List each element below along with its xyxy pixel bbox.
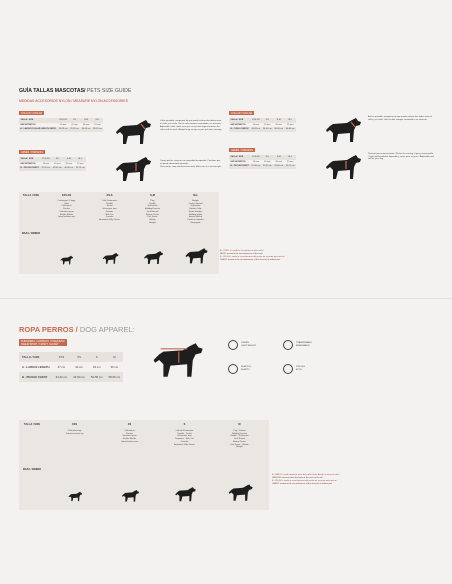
apparel-dog-silhouette-icon [226, 483, 253, 502]
guide-dog-shape [144, 251, 163, 264]
collar-cell: ANCHO/WIDTH [19, 123, 57, 128]
leather-collar-cell: M-L [284, 118, 295, 123]
apparel-tag: SUDADERA, CAMISETA, CHAQUETA/ SWEATSHIRT, T-SHIRT, JACKET [21, 339, 65, 346]
guide-title: GUÍA TALLAS MASCOTAS/ PETS SIZE GUIDE [19, 88, 132, 94]
apparel-size-label: TALLA / SIZE [23, 423, 41, 426]
apparel-breed-table [19, 420, 269, 510]
breed-label: RAZA / BREED [21, 232, 41, 235]
leather-collar-description: Ancho ajustable, asegúrese de que pueda colocar dos dedos entre el collar y el cuello. Use el collar siempre controlado a su mascota. [368, 116, 432, 121]
collar-description: Collar ajustable, asegúrese de que pueda colocar dos dedos entre el collar y el cuello. Use el collar siempre controlado a su mascota. Adjustable collar, make sure you can put two fingers between the collar and the neck. Always keep an eye on your pet when wearing. [160, 120, 222, 131]
leather-collar-cell: XXS-XS [251, 119, 260, 122]
leather-harness-cell: S-M [273, 155, 284, 160]
apparel-dog-silhouette-icon [120, 489, 140, 503]
guide-dog-shape [61, 255, 74, 264]
leather-harness-cell: 13 mm [250, 160, 261, 165]
leather-harness-cell: 55-75 cm [285, 165, 295, 168]
leather-harness-cell: 25-35 cm [251, 165, 261, 168]
harness-cell: M-L [75, 157, 86, 162]
leather-harness-cell: 20 mm [273, 160, 284, 165]
guide-dog-shape [102, 253, 118, 264]
apparel-legend: A - LARGO: medir desde la base del cuello hasta donde se inicia el rabo / LENGTH: measure from the base of the neck to the tail B - PECHO: medir la circunferencia del pecho en su parte más ancha / CHEST: measure the circumference of the chest at its widest part [272, 474, 340, 485]
leather-harness-cell: 45-60 cm [274, 165, 284, 168]
apparel-size-table [19, 352, 123, 382]
apparel-cell: 42-50 cm [70, 372, 88, 382]
apparel-title: ROPA PERROS / DOG APPAREL: [19, 325, 135, 334]
guide-dog-silhouette-icon [183, 247, 208, 265]
leather-harness-cell: TALLA / SIZE [229, 155, 250, 160]
apparel-cell: 58-66 cm [106, 372, 124, 382]
harness-cell: 40-60 cm [64, 167, 74, 170]
breathable-icon [283, 340, 293, 350]
harness-cell: 15 mm [52, 162, 63, 167]
apparel-row [19, 362, 123, 372]
harness-cell: S-M [63, 157, 74, 162]
apparel-dog-shape [122, 490, 139, 502]
collar-cell: XS [69, 118, 80, 123]
apparel-cell: 34-42 cm [53, 372, 71, 382]
harness-cell: 20 mm [63, 162, 74, 167]
leather-harness-cell: XS [262, 155, 273, 160]
collar-cell: M-L [92, 118, 103, 123]
feature-label: TRANSPIRABLE BREATHABLE [296, 342, 312, 347]
dog-apparel-icon [148, 340, 204, 380]
apparel-cell: 33 cm [88, 362, 106, 372]
leather-collar-cell: 24-40 cm [262, 128, 272, 131]
collar-table [19, 118, 103, 132]
apparel-cell: A - LARGO/ LENGTH [19, 362, 53, 372]
guide-size-header: XS-S [106, 194, 113, 197]
leather-collar-table [229, 118, 296, 132]
apparel-cell: 36 cm [106, 362, 124, 372]
leather-collar-row [229, 127, 296, 132]
apparel-cell: M [106, 352, 124, 362]
harness-cell: 10 mm [40, 162, 51, 167]
leather-harness-row [229, 164, 296, 169]
guide-dog-silhouette-icon [101, 252, 119, 265]
collar-cell: 10 mm [57, 123, 68, 128]
apparel-dog-shape [68, 492, 82, 501]
harness-tag: ARNÉS / HARNESS [21, 150, 43, 154]
harness-cell: TALLA / SIZE [19, 157, 40, 162]
collar-cell: 25 mm [92, 123, 103, 128]
leather-harness-table [229, 155, 296, 169]
leather-collar-cell: ANCHO/WIDTH [229, 123, 250, 128]
leather-collar-cell: 15 mm [262, 123, 273, 128]
harness-cell: 30-45 cm [52, 167, 62, 170]
feature-label: STRONG BOTH [296, 366, 305, 371]
apparel-size-header: XS [127, 423, 132, 426]
section-divider [0, 298, 452, 299]
leather-harness-cell: 15 mm [262, 160, 273, 165]
harness-cell: B - PECHO/CHEST [20, 167, 39, 170]
leather-collar-cell: 20 mm [273, 123, 284, 128]
guide-dog-silhouette-icon [59, 255, 73, 265]
nylon-heading: MEDIDAS ACCESORIOS NYLON / MEASURE NYLON ACCESSORIES [19, 99, 128, 103]
collar-cell: 15 mm [69, 123, 80, 128]
harness-table [19, 157, 86, 171]
feature-item [283, 340, 312, 350]
apparel-breed-label: RAZA / BREED [22, 468, 42, 471]
apparel-dog-shape [175, 487, 195, 501]
apparel-dog-silhouette-icon [67, 491, 83, 502]
apparel-breed-list: Chihuahua toy Yorkshire terrier toy [65, 430, 84, 435]
leather-collar-cell: XS [262, 118, 273, 123]
guide-breed-list: Beagle Cocker Spaniel Schnauzer Border Collie Setter Irlandés Bulldog Inglés Basset Hound Caniche estándar Samoyedo [187, 200, 204, 224]
collar-cell: 30-45 cm [81, 128, 91, 131]
harness-cell: XXS-XS [42, 158, 50, 161]
collar-row [19, 127, 103, 132]
apparel-cell: XS [70, 352, 88, 362]
dog-collar-icon [112, 118, 152, 146]
leather-collar-cell: 40-60 cm [285, 128, 295, 131]
leather-harness-cell: B - PECHO/CHEST [230, 165, 249, 168]
collar-cell: XXS-XS [59, 119, 67, 122]
leather-collar-cell: A - CUELLO/NECK [230, 128, 249, 131]
guide-size-header: XXS-XS [61, 194, 72, 197]
collar-cell: 18-28 cm [58, 128, 68, 131]
guide-dog-shape [185, 248, 207, 263]
leather-collar-cell: TALLA / SIZE [229, 118, 250, 123]
feature-label: ELÁSTICO ELASTIC [241, 366, 252, 371]
strong-icon [283, 364, 293, 374]
leather-collar-cell: 13 mm [250, 123, 261, 128]
apparel-row [19, 372, 123, 382]
guide-breed-list: Cockerpoo / Puppy Gato Chihuahua Pincher Yorkshire terrier Bichón Maltés Lebrel italiano mini [57, 200, 76, 219]
apparel-cell: 50-58 cm [88, 372, 106, 382]
apparel-size-header: S [183, 423, 186, 426]
elastic-icon [228, 364, 238, 374]
apparel-size-header: M [238, 423, 241, 426]
apparel-size-header: XXS [71, 423, 78, 426]
apparel-dog-silhouette-icon [173, 486, 196, 502]
collar-cell: 22-35 cm [70, 128, 79, 131]
leather-collar-cell: 30-50 cm [274, 128, 284, 131]
harness-cell: 25-35 cm [41, 167, 51, 170]
collar-cell: A - LARGO/COLLAR LENGTH NECK [20, 128, 56, 131]
apparel-cell: TALLA / SIZE [19, 352, 53, 362]
collar-cell: S-M [80, 118, 91, 123]
guide-legend: A - CUELLO: medir la circunferencia del cuello / NECK: measure the circumference of the neck B - PECHO: medir la circunferencia del pecho en su parte más ancha / CHEST: measure the circumference of the chest at its widest part [220, 250, 286, 261]
leather-harness-cell: ANCHO/WIDTH [229, 160, 250, 165]
apparel-dog-shape [229, 484, 253, 500]
harness-cell: ANCHO/WIDTH [19, 162, 40, 167]
guide-dog-silhouette-icon [142, 250, 164, 265]
apparel-breed-list: Lulú de Pomerania Poodle · Teckel Schnauzer mini Pequinés · Shih Tzu Caniche Australian Silky Terrier [174, 430, 195, 446]
collar-cell: 20 mm [80, 123, 91, 128]
feature-item [228, 364, 251, 374]
leather-harness-description: Perfecto para entrenamiento / Perfect for training. Ligero y transpirable / Light and breathable. Ajustable y suave para su perro / Adjustable and soft for your dog. [368, 153, 434, 161]
guide-breed-list: Lulú Pomerania Poodle Teckel Schnauzer mini Pekinés Shih Tzu Caniche Australian Silky Terrier [99, 200, 120, 221]
feature-item [228, 340, 256, 350]
leather-harness-tag: ARNÉS / HARNESS [231, 148, 253, 152]
apparel-cell: 30 cm [70, 362, 88, 372]
feature-label: LIGERA LIGHT WEIGHT [241, 342, 256, 347]
apparel-breed-list: Chihuahua Pincher Yorkshire terrier Bichón Maltés Lebrel italiano mini [120, 430, 139, 443]
dog-leather-harness-icon [322, 153, 362, 181]
leather-harness-cell: 25 mm [285, 160, 296, 165]
collar-cell: TALLA / SIZE [19, 118, 57, 123]
feather-icon [228, 340, 238, 350]
apparel-cell: XXS [53, 352, 71, 362]
harness-cell: 25 mm [75, 162, 86, 167]
leather-collar-cell: 25 mm [284, 123, 295, 128]
feature-icons [228, 340, 338, 388]
apparel-breed-list: Pug / Carlino Bulldog Francés Poodle · Schnauzer Jack Russel Boston Terrier Fox Terrier · Westie Beagle [230, 430, 249, 449]
breed-size-table [19, 192, 219, 274]
collar-cell: 38-55 cm [93, 128, 102, 131]
apparel-row [19, 352, 123, 362]
feature-item [283, 364, 305, 374]
leather-harness-cell: XXS-XS [252, 156, 260, 159]
guide-size-header: M-L [193, 194, 198, 197]
leather-harness-cell: 35-50 cm [262, 165, 272, 168]
guide-size-header: S-M [150, 194, 155, 197]
apparel-cell: B - PECHO/ CHEST [19, 372, 53, 382]
dog-leather-collar-icon [322, 116, 362, 144]
collar-tag: COLLAR / COLLAR [21, 111, 43, 115]
leather-collar-tag: COLLAR / COLLAR [231, 111, 253, 115]
leather-harness-cell: M-L [285, 155, 296, 160]
size-label: TALLA / SIZE [22, 194, 40, 197]
apparel-cell: S [88, 352, 106, 362]
leather-collar-cell: 18-28 cm [251, 128, 261, 131]
harness-description: Correa pecho, conectar con seguridad mosquetón. Cercióres que no quede demasiado ajustado. Chest strap, snap connected securely. Make sure it is not too tight. [160, 160, 222, 169]
harness-row [19, 166, 86, 171]
harness-cell: 50-75 cm [75, 167, 85, 170]
leather-collar-cell: S-M [273, 118, 284, 123]
harness-cell: XS [52, 157, 63, 162]
dog-harness-icon [112, 155, 152, 183]
apparel-cell: 27 cm [53, 362, 71, 372]
guide-breed-list: Pug Poodle Schnauzer Bulldog Francés Jack Russell Boston Terrier Fox Terrier Westie Beagle [144, 200, 161, 224]
